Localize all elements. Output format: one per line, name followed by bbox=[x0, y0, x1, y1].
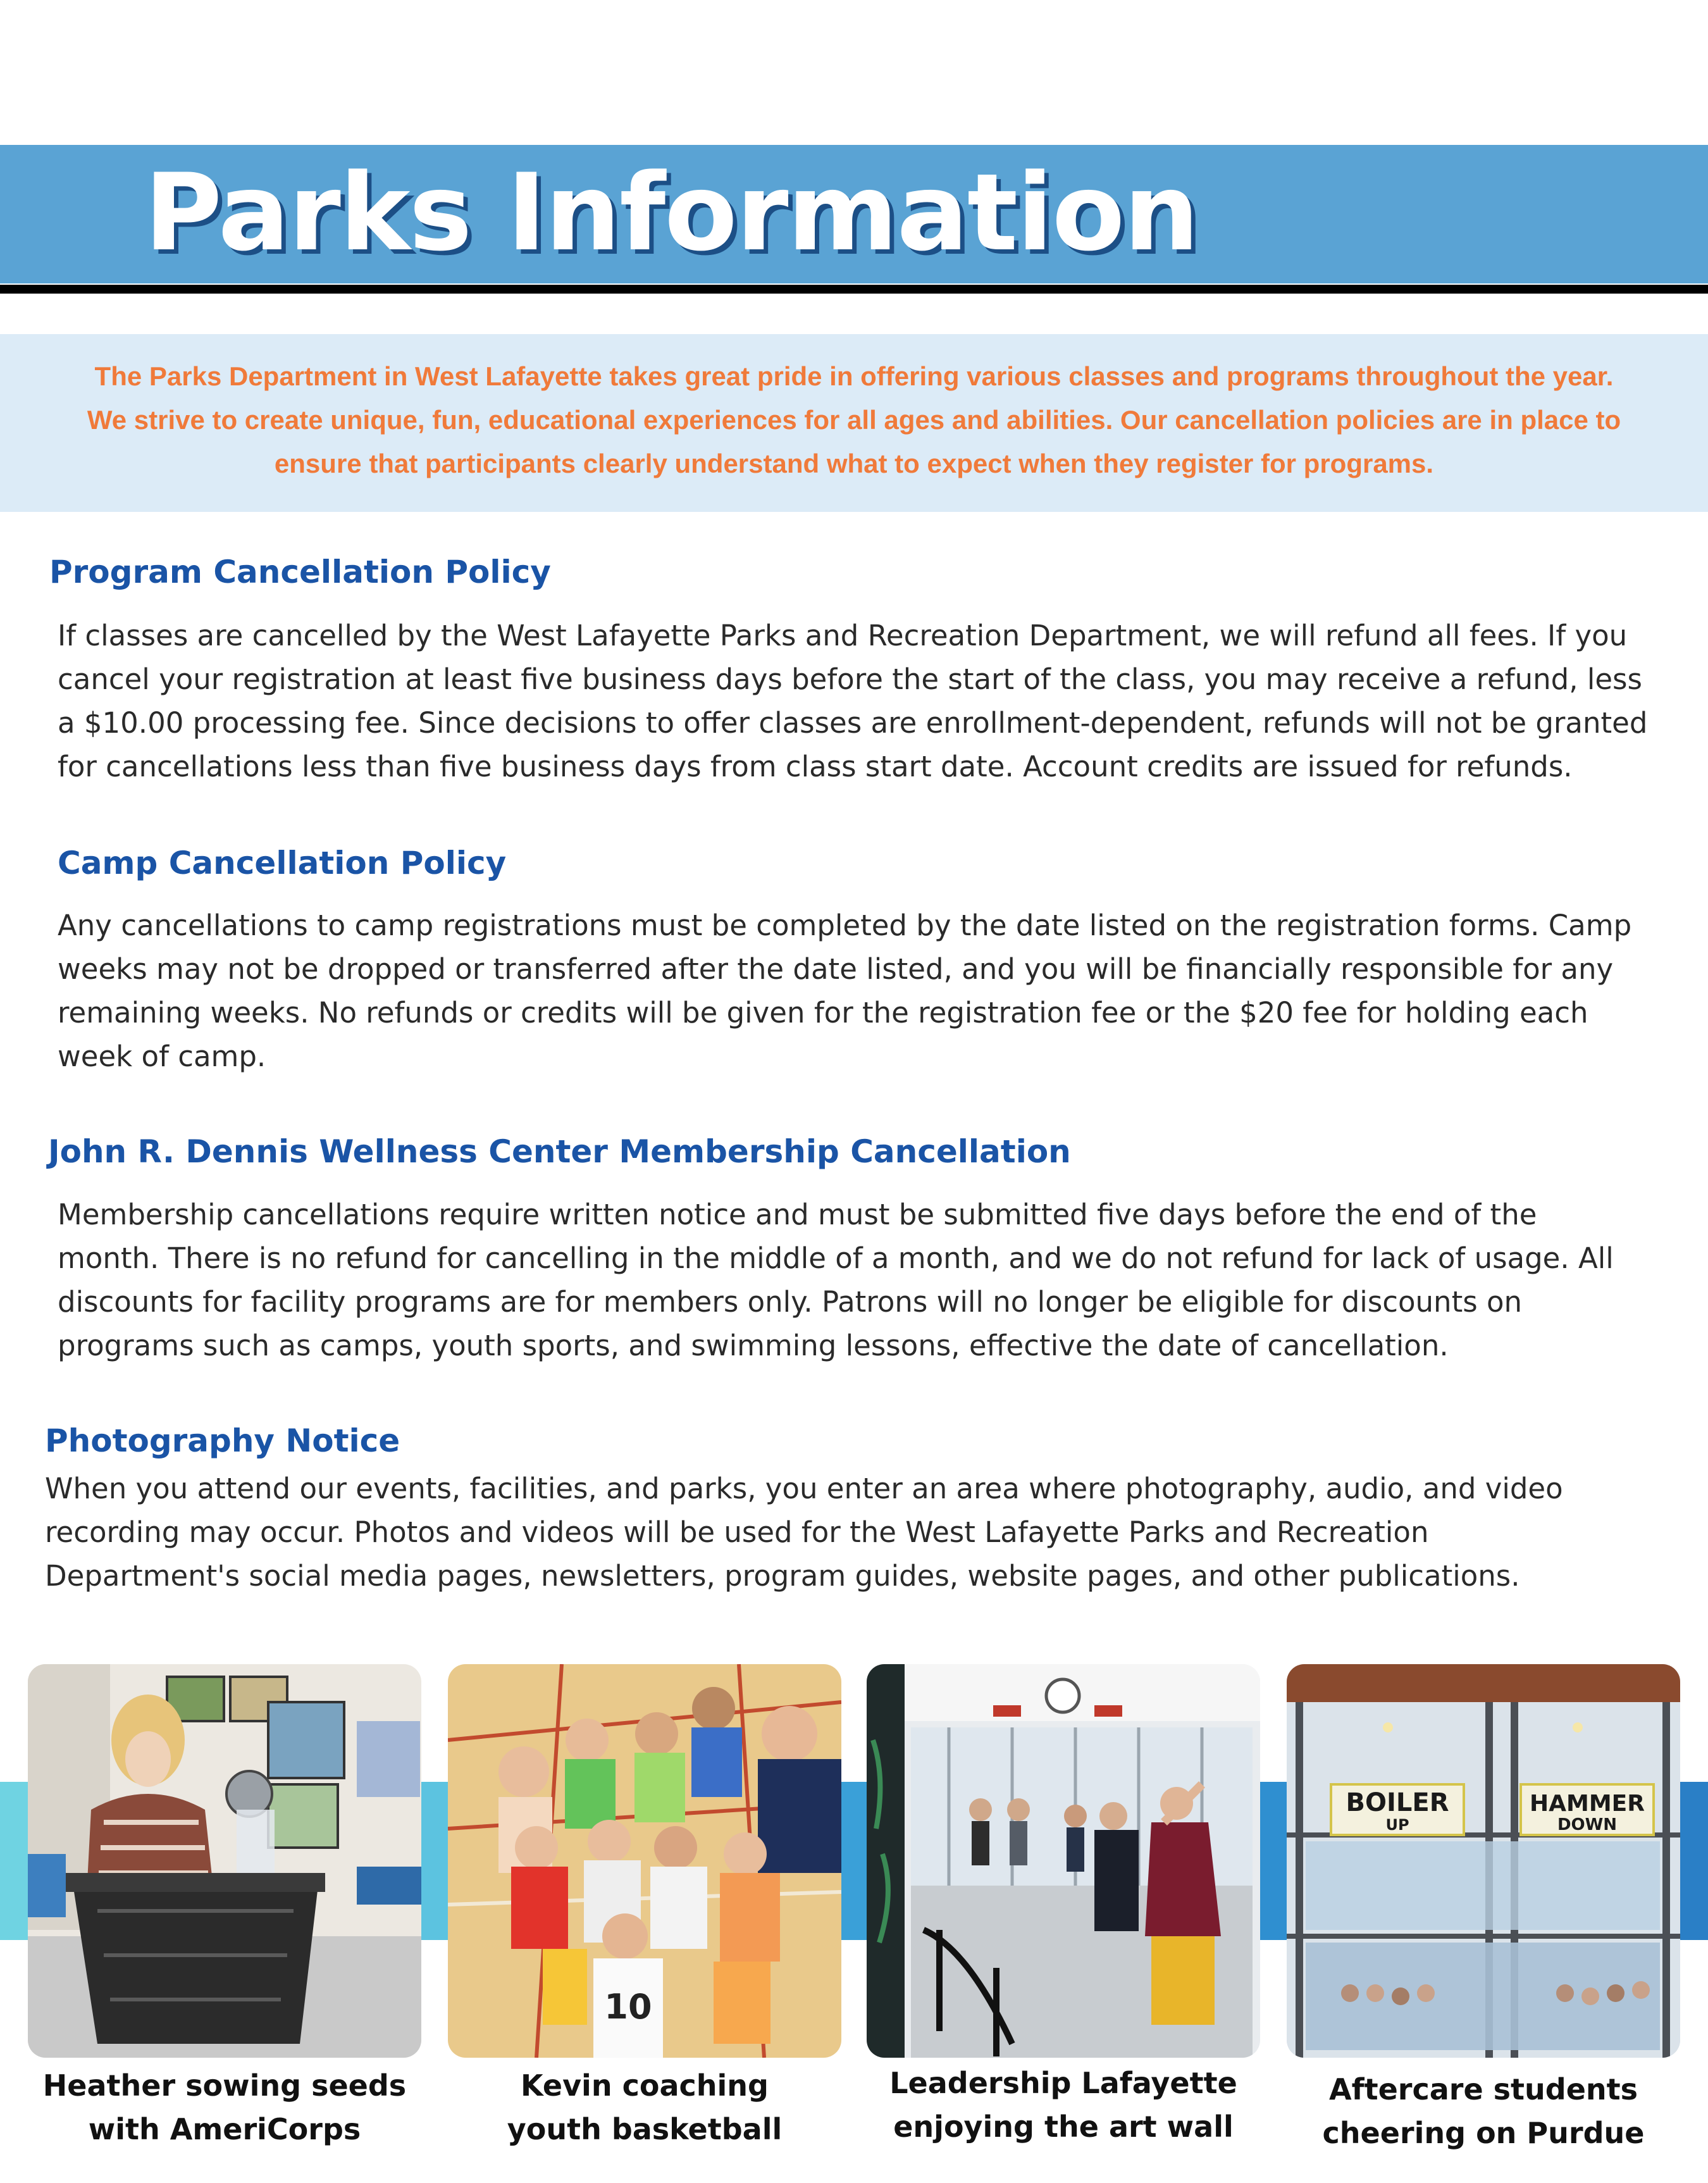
caption-line: Heather sowing seeds bbox=[42, 2068, 407, 2103]
paragraph-line: Any cancellations to camp registrations must be completed by the date listed on the registration forms. Camp bbox=[58, 909, 1632, 942]
program-cancellation-heading: Program Cancellation Policy bbox=[49, 554, 551, 590]
paragraph-line: Department's social media pages, newsletters, program guides, website pages, and other publications. bbox=[45, 1559, 1520, 1593]
caption-line: youth basketball bbox=[507, 2112, 783, 2146]
intro-line: The Parks Department in West Lafayette takes great pride in offering various classes and programs throughout the year. bbox=[94, 361, 1614, 391]
photo-caption bbox=[867, 2062, 1260, 2149]
paragraph-line: for cancellations less than five business days from class start date. Account credits are issued for refunds. bbox=[58, 750, 1573, 783]
caption-line: cheering on Purdue bbox=[1322, 2116, 1645, 2150]
decorative-strip bbox=[1679, 1782, 1708, 1940]
camp-cancellation-text bbox=[58, 904, 1708, 1078]
paragraph-line: week of camp. bbox=[58, 1040, 266, 1073]
sign-boiler: BOILER bbox=[1346, 1788, 1449, 1817]
photo-caption bbox=[28, 2064, 421, 2151]
caption-line: with AmeriCorps bbox=[88, 2112, 361, 2146]
sign-hammer: HAMMER bbox=[1530, 1791, 1645, 1817]
decorative-strip bbox=[0, 1782, 30, 1940]
paragraph-line: Membership cancellations require written notice and must be submitted five days before the end of the bbox=[58, 1198, 1537, 1231]
decorative-strip bbox=[1259, 1782, 1290, 1940]
photo-leadership-lafayette-art-wall bbox=[867, 1664, 1260, 2058]
paragraph-line: recording may occur. Photos and videos will be used for the West Lafayette Parks and Recreation bbox=[45, 1515, 1429, 1549]
banner-divider bbox=[0, 285, 1708, 294]
paragraph-line: remaining weeks. No refunds or credits will be given for the registration fee or the $20 fee for holding each bbox=[58, 996, 1588, 1029]
photo-heather-sowing-seeds bbox=[28, 1664, 421, 2058]
photo-caption bbox=[448, 2064, 841, 2151]
paragraph-line: month. There is no refund for cancelling in the middle of a month, and we do not refund for lack of usage. All bbox=[58, 1241, 1614, 1275]
caption-line: Aftercare students bbox=[1328, 2072, 1638, 2106]
paragraph-line: When you attend our events, facilities, and parks, you enter an area where photography, audio, and video bbox=[45, 1472, 1563, 1505]
photo-caption bbox=[1287, 2068, 1680, 2155]
membership-cancellation-text bbox=[58, 1193, 1708, 1367]
membership-cancellation-heading: John R. Dennis Wellness Center Membership Cancellation bbox=[48, 1133, 1071, 1170]
paragraph-line: programs such as camps, youth sports, and swimming lessons, effective the date of cancellation. bbox=[58, 1329, 1449, 1362]
decorative-strip bbox=[421, 1782, 451, 1940]
intro-line: ensure that participants clearly understand what to expect when they register for programs. bbox=[274, 449, 1434, 478]
photo-kevin-coaching-basketball bbox=[448, 1664, 841, 2058]
sign-up: UP bbox=[1385, 1816, 1409, 1834]
photo-aftercare-cheering-purdue bbox=[1287, 1664, 1680, 2058]
photography-notice-heading: Photography Notice bbox=[45, 1422, 400, 1459]
caption-line: enjoying the art wall bbox=[893, 2110, 1234, 2144]
paragraph-line: If classes are cancelled by the West Lafayette Parks and Recreation Department, we will refund all fees. If you bbox=[58, 619, 1628, 652]
page-title: Parks Information bbox=[144, 151, 1198, 275]
paragraph-line: weeks may not be dropped or transferred after the date listed, and you will be financially responsible for any bbox=[58, 952, 1614, 986]
intro-line: We strive to create unique, fun, educational experiences for all ages and abilities. Our cancellation policies are in place to bbox=[87, 405, 1621, 435]
svg-text:10: 10 bbox=[604, 1987, 652, 2027]
program-cancellation-text bbox=[58, 614, 1708, 788]
caption-line: Leadership Lafayette bbox=[889, 2066, 1237, 2100]
intro-text bbox=[25, 354, 1683, 485]
paragraph-line: a $10.00 processing fee. Since decisions to offer classes are enrollment-dependent, refunds will not be granted bbox=[58, 706, 1648, 740]
photography-notice-text bbox=[45, 1467, 1702, 1598]
caption-line: Kevin coaching bbox=[521, 2068, 769, 2103]
camp-cancellation-heading: Camp Cancellation Policy bbox=[58, 845, 507, 881]
paragraph-line: cancel your registration at least five business days before the start of the class, you may receive a refund, less bbox=[58, 662, 1642, 696]
sign-down: DOWN bbox=[1557, 1815, 1618, 1834]
paragraph-line: discounts for facility programs are for members only. Patrons will no longer be eligible for discounts on bbox=[58, 1285, 1523, 1319]
